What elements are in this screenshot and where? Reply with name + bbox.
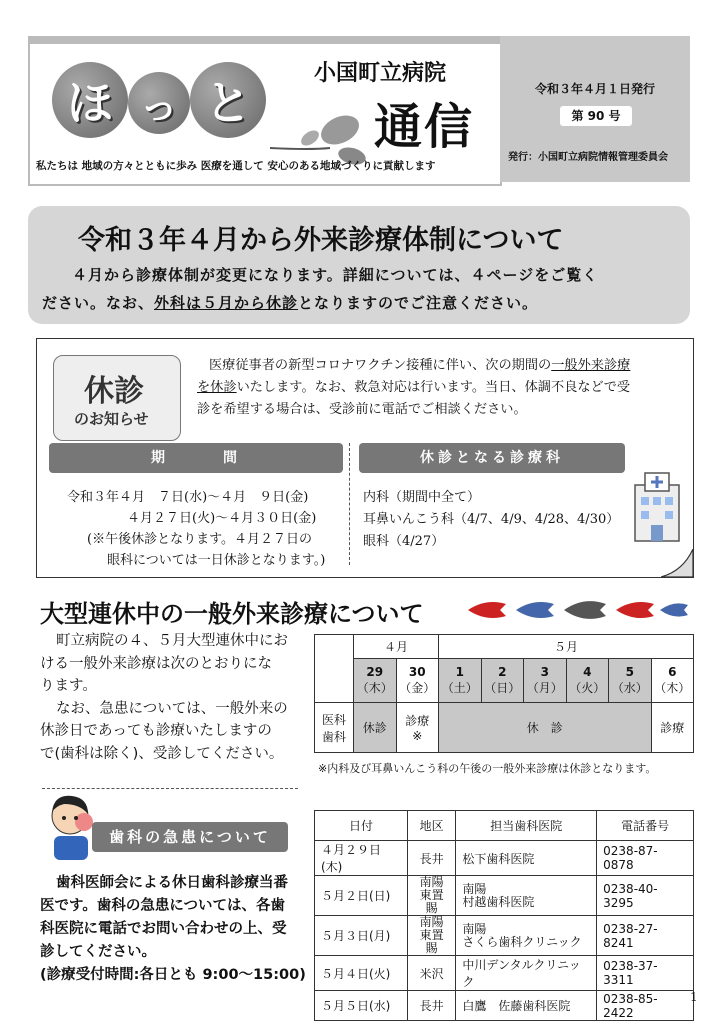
hospital-building-icon [631, 471, 683, 543]
dept-header: 休診となる診療科 [359, 443, 625, 473]
table-row [315, 876, 694, 916]
notice-title: 令和３年４月から外来診療体制について [78, 225, 564, 256]
holiday-line: なお、急患については、一般外来の [56, 700, 288, 717]
status-row [315, 703, 694, 753]
dept-line: 内科（期間中全て） [363, 490, 481, 505]
table-row [315, 956, 694, 991]
table-row [315, 841, 694, 876]
cell-phone: 0238-40-3295 [597, 876, 694, 916]
closure-paragraph [197, 355, 687, 421]
day-cell: 3 （月） [524, 659, 567, 703]
holiday-schedule-table [314, 634, 694, 753]
dept-text [363, 487, 619, 553]
masthead [28, 36, 502, 186]
holiday-line: で(歯科は除く)、受診してください。 [40, 745, 284, 762]
page-number: 1 [690, 990, 698, 1004]
day-cell: 30 （金） [396, 659, 439, 703]
dept-line: 眼科（4/27） [363, 534, 445, 549]
notice-box [28, 206, 690, 324]
koinobori-icon [466, 598, 690, 622]
closure-sign-sub: のお知らせ [74, 410, 149, 428]
masthead-bar [30, 38, 500, 44]
col-area: 地区 [407, 811, 455, 841]
day-cell: 2 （日） [481, 659, 524, 703]
divider [349, 443, 350, 565]
tagline: 私たちは 地域の方々とともに歩み 医療を通して 安心のある地域づくりに貢献します [36, 160, 436, 172]
cell-area: 長井 [407, 991, 455, 1021]
period-text [67, 487, 325, 571]
holiday-line: 町立病院の４、５月大型連休中にお [56, 633, 288, 649]
dental-line: 歯科医師会による休日歯科診療当番 [56, 875, 288, 891]
table-row [315, 991, 694, 1021]
closure-text: いたします。なお、救急対応は行います。当日、体調不良などで受 [236, 380, 631, 395]
dental-line: 医です。歯科の急患については、各歯 [40, 898, 286, 914]
closure-sign [53, 355, 181, 441]
page-curl-icon [661, 549, 693, 577]
cell-area: 南陽 東置賜 [407, 916, 455, 956]
holiday-line: ります。 [40, 678, 97, 694]
dept-line: 耳鼻いんこう科（4/7、4/9、4/28、4/30） [363, 512, 620, 527]
holiday-footnote: ※内科及び耳鼻いんこう科の午後の一般外来診療は休診となります。 [318, 762, 657, 775]
days-row [315, 659, 694, 703]
day-cell: 1 （土） [439, 659, 482, 703]
issue-date: 令和３年４月１日発行 [534, 82, 655, 96]
holiday-title: 大型連休中の一般外来診療について [40, 600, 424, 628]
notice-line-2 [42, 292, 538, 313]
day-cell: 29 （木） [354, 659, 397, 703]
closure-sign-title: 休診 [84, 374, 144, 409]
cell-phone: 0238-85-2422 [597, 991, 694, 1021]
period-line: 令和３年４月 ７日(水)～４月 ９日(金) [67, 490, 309, 505]
day-cell: 5 （水） [609, 659, 652, 703]
dental-hours: (診療受付時間:各日とも 9:00～15:00) [40, 967, 306, 983]
period-line: ４月２７日(火)～４月３０日(金) [127, 511, 317, 526]
holiday-line: ける一般外来診療は次のとおりにな [40, 655, 272, 672]
dental-table [314, 810, 694, 1021]
cell-date: ５月３日(月) [315, 916, 408, 956]
col-phone: 電話番号 [597, 811, 694, 841]
closure-text: 診を希望する場合は、受診前に電話でご相談ください。 [197, 402, 527, 417]
cell-area: 南陽 東置賜 [407, 876, 455, 916]
dental-line: 診してください。 [40, 944, 156, 960]
logo-char-tsu: っ [128, 72, 190, 134]
table-row [315, 916, 694, 956]
cell-clinic: 南陽 さくら歯科クリニック [456, 916, 597, 956]
surgery-closure-text: 外科は５月から休診 [154, 294, 299, 312]
notice-text: となりますのでご注意ください。 [298, 294, 539, 312]
cell-phone: 0238-27-8241 [597, 916, 694, 956]
row-label: 医科 歯科 [315, 703, 354, 753]
cell-clinic: 松下歯科医院 [456, 841, 597, 876]
closure-underline: を休診 [197, 380, 237, 395]
publisher: 発行：小国町立病院情報管理委員会 [508, 152, 668, 163]
cell-date: ５月２日(日) [315, 876, 408, 916]
cell-date: ４月２９日(木) [315, 841, 408, 876]
status-closed: 休 診 [439, 703, 652, 753]
month-may: ５月 [439, 635, 694, 659]
day-cell: 6 （木） [651, 659, 694, 703]
col-clinic: 担当歯科医院 [456, 811, 597, 841]
notice-text: ださい。なお、 [42, 294, 155, 312]
closure-text: 医療従事者の新型コロナワクチン接種に伴い、次の期間の [209, 358, 552, 373]
logo-char-to: と [190, 62, 266, 138]
cell-phone: 0238-87-0878 [597, 841, 694, 876]
holiday-paragraph [40, 630, 288, 765]
notice-line-1: ４月から診療体制が変更になります。詳細については、４ページをご覧く [72, 266, 599, 284]
issue-panel [500, 36, 690, 182]
status-closed: 休診 [354, 703, 397, 753]
holiday-line: 休診日であっても診療いたしますの [40, 723, 272, 739]
dental-table-header [315, 811, 694, 841]
dental-label: 歯科の急患について [92, 822, 288, 852]
cell-date: ５月４日(火) [315, 956, 408, 991]
table-corner [315, 635, 354, 703]
cell-date: ５月５日(水) [315, 991, 408, 1021]
cell-clinic: 白鷹 佐藤歯科医院 [456, 991, 597, 1021]
issue-number: 第 90 号 [560, 106, 632, 126]
closure-notice-box [36, 338, 694, 578]
hospital-name: 小国町立病院 [314, 61, 447, 86]
cell-area: 米沢 [407, 956, 455, 991]
cell-phone: 0238-37-3311 [597, 956, 694, 991]
status-open: 診療 [651, 703, 694, 753]
dental-divider [42, 788, 298, 789]
dental-line: 科医院に電話でお問い合わせの上、受 [40, 921, 287, 937]
period-header: 期 間 [49, 443, 343, 473]
period-line: (※午後休診となります。４月２７日の [87, 532, 313, 547]
day-cell: 4 （火） [566, 659, 609, 703]
status-open: 診療 ※ [396, 703, 439, 753]
closure-underline: 一般外来診療 [551, 358, 631, 373]
cell-clinic: 南陽 村越歯科医院 [456, 876, 597, 916]
logo-char-ho: ほ [52, 62, 128, 138]
period-line: 眼科については一日休診となります。) [107, 553, 326, 568]
month-april: ４月 [354, 635, 439, 659]
dental-paragraph [40, 872, 306, 987]
cell-area: 長井 [407, 841, 455, 876]
col-date: 日付 [315, 811, 408, 841]
newsletter-name: 通信 [374, 99, 475, 155]
cell-clinic: 中川デンタルクリニック [456, 956, 597, 991]
